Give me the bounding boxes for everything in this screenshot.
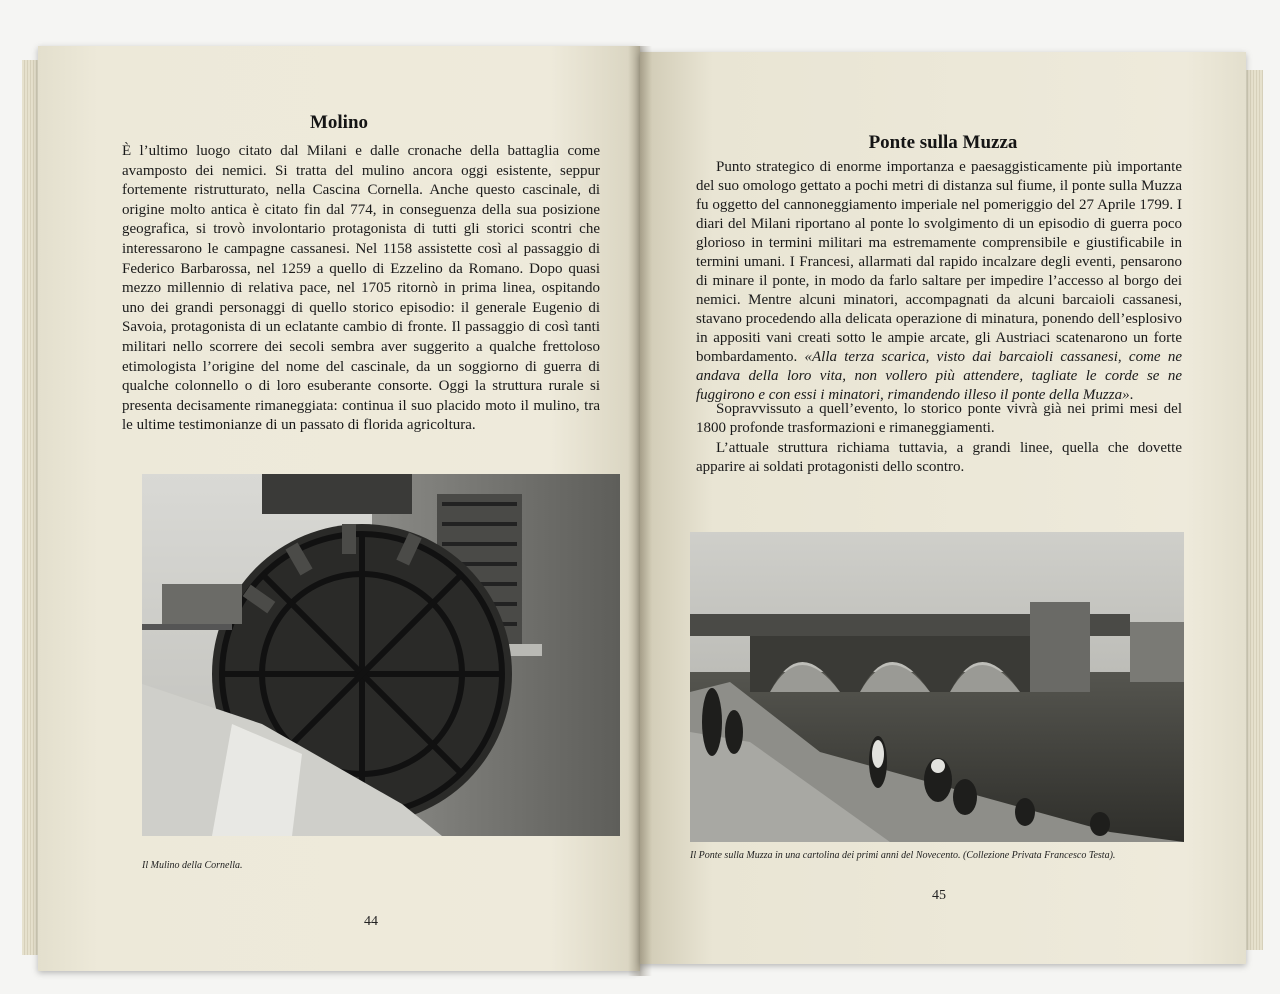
right-page-caption: Il Ponte sulla Muzza in una cartolina dei primi anni del Novecento. (Collezione Privata Francesco Testa). xyxy=(690,850,1116,861)
right-page-paragraph-1 xyxy=(696,158,1182,405)
mill-wheel-illustration xyxy=(142,474,620,836)
book-gutter xyxy=(628,46,652,976)
left-page xyxy=(38,46,640,971)
bridge-illustration xyxy=(690,532,1184,842)
bridge-photo xyxy=(690,532,1184,842)
left-page-heading: Molino xyxy=(309,112,369,133)
left-page-number: 44 xyxy=(364,914,378,929)
right-page xyxy=(640,52,1246,964)
right-page-edges xyxy=(1245,70,1263,950)
paragraph-1-end: . xyxy=(1129,387,1134,403)
mill-wheel-photo xyxy=(142,474,620,836)
right-page-number: 45 xyxy=(932,888,946,903)
left-page-caption: Il Mulino della Cornella. xyxy=(142,860,243,871)
left-page-paragraph: È l’ultimo luogo citato dal Milani e dalle cronache della battaglia come avamposto dei nemici. Si tratta del mulino ancora oggi esistente, seppur fortemente ristrutturato, nella Cascina Cornella. Anche questo cascinale, di origine molto antica è citato fin dal 774, in conseguenza della sua posizione geografica, si trovò involontario protagonista di tutti gli storici scontri che interessarono le campagne cassanesi. Nel 1158 assistette così al passaggio di Federico Barbarossa, nel 1259 a quello di Ezzelino da Romano. Dopo quasi mezzo millennio di relativa pace, nel 1705 ritornò in prima linea, ospitando uno dei grandi personaggi di quello storico episodio: il generale Eugenio di Savoia, protagonista di un eclatante cambio di fronte. Il passaggio di così tanti militari nello scorrere dei secoli sembra aver suggerito a qualche frettoloso etimologista l’origine del nome del cascinale, da un soggiorno di guerra di qualche colonnello o di loro esuberante consorte. Oggi la struttura rurale si presenta decisamente rimaneggiata: continua il suo placido moto il mulino, tra le ultime testimonianze di un passato di florida agricoltura. xyxy=(122,143,600,434)
paragraph-1-text: Punto strategico di enorme importanza e paesaggisticamente più importante del suo omologo gettato a pochi metri di distanza sul fiume, il ponte sulla Muzza fu oggetto del cannoneggiamento imperiale nel pomeriggio del 27 Aprile 1799. I diari del Milani riportano al ponte lo svolgimento di un episodio di guerra poco glorioso in termini militari ma estremamente comprensibile e giustificabile in termini umani. I Francesi, allarmati dal rapido incalzare degli eventi, pensarono di minare il ponte, in modo da farlo saltare per impedire l’accesso al borgo dei nemici. Mentre alcuni minatori, accompagnati da alcuni barcaioli cassanesi, stavano procedendo alla delicata operazione di minatura, ponendo dell’esplosivo in appositi vani creati sotto le ampie arcate, gli Austriaci scatenarono un forte bombardamento. xyxy=(696,159,1182,365)
right-page-paragraph-3: L’attuale struttura richiama tuttavia, a grandi linee, quella che dovette apparire ai soldati protagonisti dello scontro. xyxy=(696,440,1182,475)
right-page-heading: Ponte sulla Muzza xyxy=(868,132,1018,153)
paragraph-1-quote: «Alla terza scarica, visto dai barcaioli cassanesi, come ne andava della loro vita, non vollero più attendere, tagliate le corde se ne fuggirono e con essi i minatori, rimandendo illeso il ponte della Muzza» xyxy=(696,349,1182,403)
right-page-paragraph-2: Sopravvissuto a quell’evento, lo storico ponte vivrà già nei primi mesi del 1800 profonde trasformazioni e rimaneggiamenti. xyxy=(696,401,1182,436)
